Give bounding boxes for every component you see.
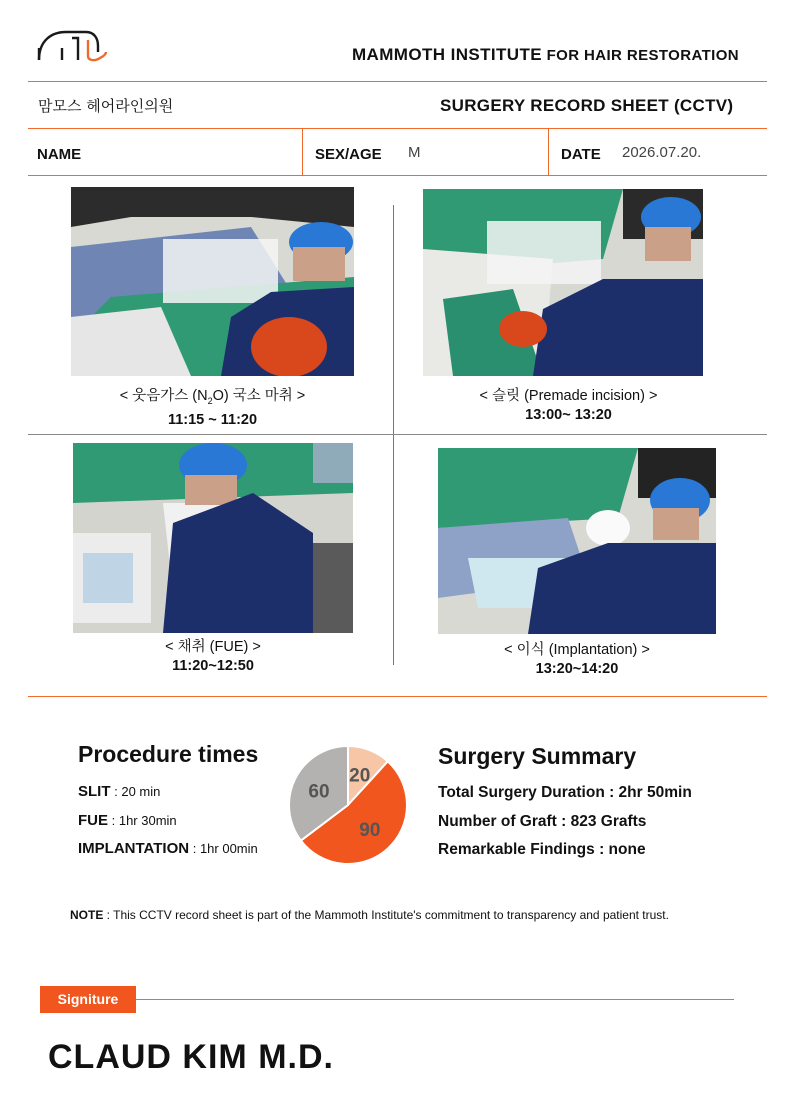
divider [28,128,767,129]
pie-label-20: 20 [349,765,371,787]
procedure-time-implantation: IMPLANTATION : 1hr 00min [78,840,258,857]
mammoth-logo-icon [36,26,108,66]
summary-graft-count: Number of Graft : 823 Grafts [438,813,647,830]
sex-age-label: SEX/AGE [315,146,382,163]
summary-total-duration: Total Surgery Duration : 2hr 50min [438,784,692,801]
pie-label-60: 60 [308,781,330,803]
cctv-photo-implantation [438,448,716,634]
divider [302,129,303,175]
photo-caption: < 채취 (FUE) > 11:20~12:50 [73,638,353,676]
photo-time: 13:00~ 13:20 [525,407,612,423]
photo-time: 11:15 ~ 11:20 [167,411,258,428]
photo-caption: < 이식 (Implantation) > 13:20~14:20 [438,641,716,679]
sex-age-value[interactable]: M [408,144,421,161]
divider [28,175,767,176]
sheet-title: SURGERY RECORD SHEET (CCTV) [440,96,734,115]
grid-divider [28,434,767,435]
summary-findings: Remarkable Findings : none [438,841,646,858]
name-label: NAME [37,146,82,163]
surgery-summary-heading: Surgery Summary [438,743,637,769]
divider [548,129,549,175]
grid-divider [393,205,394,665]
signature-label: Signiture [40,986,136,1013]
photo-time: 11:20~12:50 [172,658,254,674]
pie-label-90: 90 [359,819,381,841]
photo-caption: < 슬릿 (Premade incision) > 13:00~ 13:20 [412,387,725,425]
clinic-name-korean: 맘모스 헤어라인의원 [38,97,174,115]
divider [28,696,767,697]
signature-line [136,999,734,1000]
procedure-time-slit: SLIT : 20 min [78,783,161,800]
procedure-time-pie-chart [288,745,408,865]
cctv-photo-anesthesia [71,187,354,376]
doctor-name: CLAUD KIM M.D. [48,1038,334,1076]
divider [28,81,767,82]
date-value[interactable]: 2026.07.20. [622,144,702,161]
date-label: DATE [561,146,601,163]
photo-caption: < 웃음가스 $(N_2O)$ 국소 마취 > 11:15 ~ 11:20 [71,387,354,430]
procedure-time-fue: FUE : 1hr 30min [78,812,177,829]
cctv-photo-fue [73,443,353,633]
procedure-times-heading: Procedure times [78,741,259,767]
photo-time: 13:20~14:20 [535,661,619,677]
cctv-photo-slit [423,189,703,376]
institute-title: MAMMOTH INSTITUTE FOR HAIR RESTORATION [352,45,740,64]
note: NOTE : This CCTV record sheet is part of the Mammoth Institute's commitment to transparency and patient trust. [70,908,669,922]
